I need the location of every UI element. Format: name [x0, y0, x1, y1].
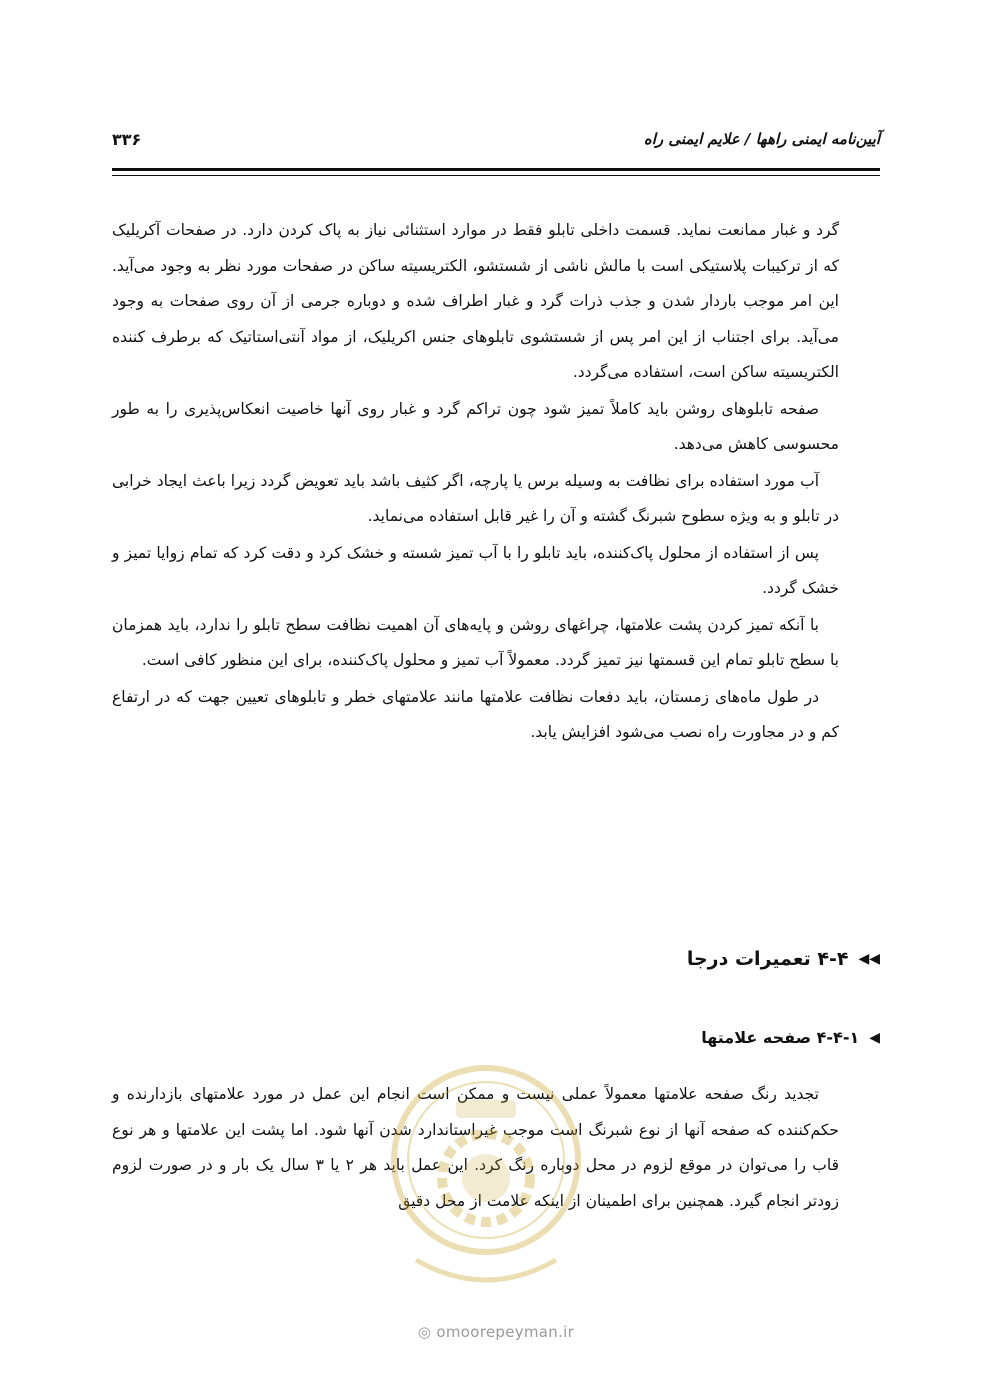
paragraph: گرد و غبار ممانعت نماید. قسمت داخلی تابلو فقط در موارد استثنائی نیاز به پاک کردن دارد. در صفحات آکریلیک که از ترکیبات پلاستیکی است با مالش ناشی از شستشو، الکتریسیته ساکن در صفحات مورد نظر به وجود می‌آید. این امر موجب باردار شدن و جذب ذرات گرد و غبار اطراف شده و دوباره جرمی از آن روی صفحات به وجود می‌آید. برای اجتناب از این امر پس از شستشوی تابلوهای جنس اکریلیک، از مواد آنتی‌استاتیک که برطرف کننده الکتریسیته ساکن است، استفاده می‌گردد. [112, 221, 839, 381]
section-heading-text: ۴-۴ تعمیرات درجا [686, 948, 849, 970]
header-rule-thin [112, 175, 880, 176]
arrow-icon: ◀ [869, 1029, 880, 1046]
paragraph: پس از استفاده از محلول پاک‌کننده، باید تابلو را با آب تمیز شسته و خشک کرد و دقت کرد که تمام زوایا تمیز و خشک گردد. [112, 543, 839, 597]
subsection-heading [701, 1028, 880, 1047]
watermark-url [0, 1323, 992, 1341]
instagram-icon: ◎ [417, 1323, 432, 1341]
section-heading [687, 948, 880, 970]
page-header [112, 126, 880, 156]
paragraph: آب مورد استفاده برای نظافت به وسیله برس یا پارچه، اگر کثیف باشد باید تعویض گردد زیرا باعث ایجاد خرابی در تابلو و به ویژه سطوح شبرنگ گشته و آن را غیر قابل استفاده می‌نماید. [112, 471, 839, 525]
paragraph: صفحه تابلوهای روشن باید کاملاً تمیز شود چون تراکم گرد و غبار روی آنها خاصیت انعکاس‌پذیری را به طور محسوسی کاهش می‌دهد. [112, 399, 839, 453]
paragraph: با آنکه تمیز کردن پشت علامتها، چراغهای روشن و پایه‌های آن اهمیت نظافت سطح تابلو را ندارد، باید همزمان با سطح تابلو تمام این قسمتها نیز تمیز گردد. معمولاً آب تمیز و محلول پاک‌کننده، برای این منظور کافی است. [112, 615, 839, 669]
subsection-body [112, 1077, 839, 1219]
running-title: آیین‌نامه ایمنی راهها / علایم ایمنی راه [643, 130, 880, 148]
subsection-heading-text: ۴-۴-۱ صفحه علامتها [701, 1028, 860, 1047]
body-text [112, 213, 839, 752]
header-rule-thick [112, 168, 880, 171]
paragraph: در طول ماه‌های زمستان، باید دفعات نظافت علامتها مانند علامتهای خطر و تابلوهای تعیین جهت که در ارتفاع کم و در مجاورت راه نصب می‌شود افزایش یابد. [112, 687, 839, 741]
double-arrow-icon: ◀◀ [858, 951, 880, 967]
paragraph: تجدید رنگ صفحه علامتها معمولاً عملی نیست و ممکن است انجام این عمل در مورد علامتهای بازدارنده و حکم‌کننده که صفحه آنها از نوع شبرنگ است موجب غیراستاندارد شدن آنها شود. اما پشت این علامتها و هر نوع قاب را می‌توان در موقع لزوم در محل دوباره رنگ کرد. این عمل باید هر ۲ یا ۳ سال یک بار و در صورت لزوم زودتر انجام گیرد. همچنین برای اطمینان از اینکه علامت از محل دقیق [112, 1085, 840, 1210]
page-number: ۳۳۶ [112, 130, 142, 149]
watermark-url-text: omoorepeyman.ir [436, 1323, 575, 1341]
